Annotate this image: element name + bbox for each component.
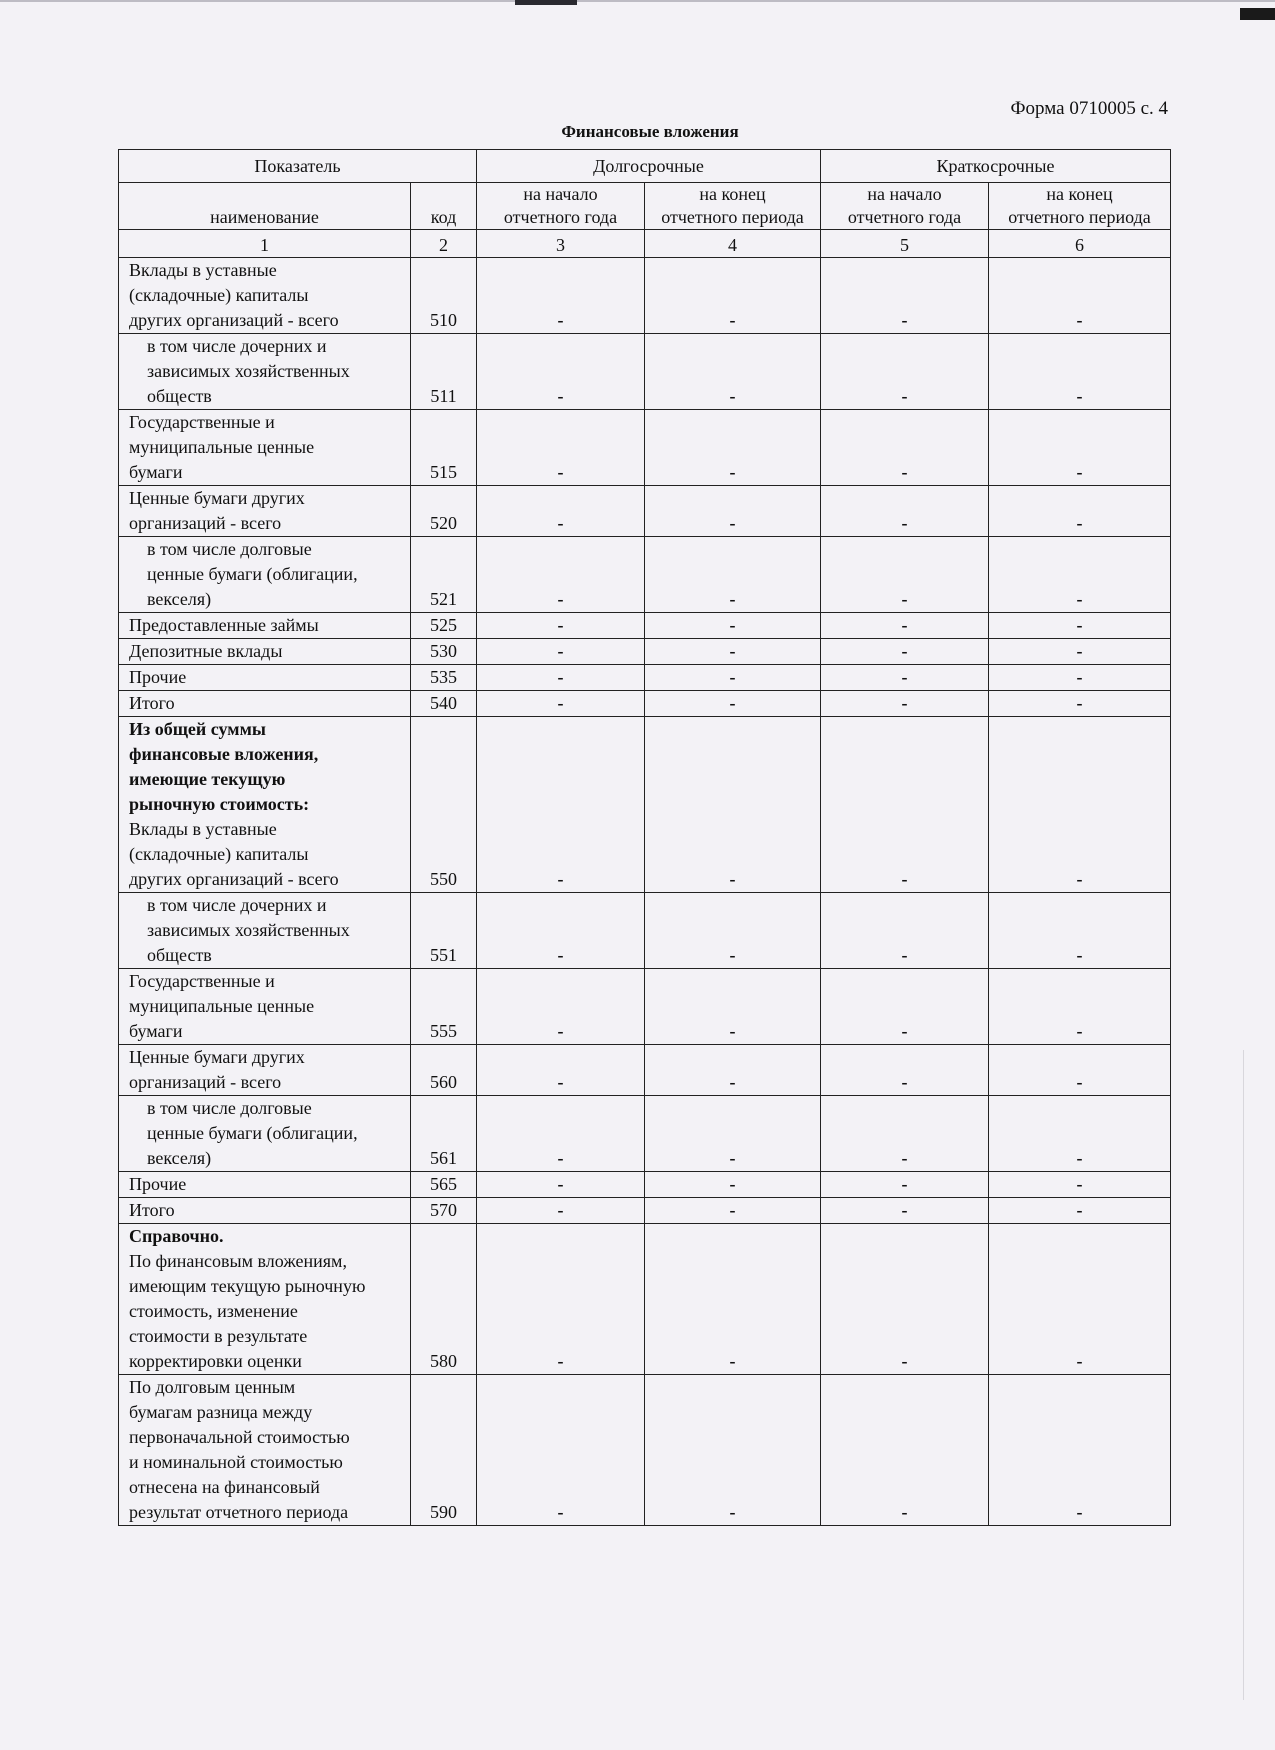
header-line: отчетного года [847, 207, 962, 227]
row-name-line: отнесена на финансовый [129, 1477, 320, 1497]
row-name [119, 410, 411, 486]
header-line: на начало [523, 184, 598, 204]
row-value: - [645, 537, 821, 613]
row-name-line: векселя) [147, 1148, 212, 1168]
row-value: - [989, 486, 1171, 537]
row-value: - [477, 410, 645, 486]
row-value: - [645, 258, 821, 334]
row-value: - [989, 1096, 1171, 1172]
row-value: - [821, 1198, 989, 1224]
table-row [119, 1375, 1171, 1526]
row-value: - [477, 258, 645, 334]
row-value: - [821, 893, 989, 969]
row-value: - [645, 334, 821, 410]
row-value: - [477, 334, 645, 410]
row-value: - [989, 334, 1171, 410]
row-value: - [477, 893, 645, 969]
row-name [119, 1096, 411, 1172]
table-body [119, 258, 1171, 1526]
scan-edge [0, 0, 1275, 2]
table-row [119, 691, 1171, 717]
row-value: - [989, 665, 1171, 691]
row-name-line: Вклады в уставные [129, 819, 277, 839]
row-value: - [645, 893, 821, 969]
row-name-line: в том числе дочерних и [147, 336, 327, 356]
row-value: - [477, 665, 645, 691]
col-number: 6 [989, 230, 1171, 258]
row-code: 525 [411, 613, 477, 639]
row-value: - [989, 613, 1171, 639]
row-name [119, 1045, 411, 1096]
row-code: 580 [411, 1224, 477, 1375]
header-line: отчетного периода [1008, 207, 1151, 227]
row-name [119, 1375, 411, 1526]
row-value: - [989, 1375, 1171, 1526]
row-value: - [645, 1198, 821, 1224]
row-value: - [989, 691, 1171, 717]
row-name-line: стоимости в результате [129, 1326, 308, 1346]
row-value: - [989, 258, 1171, 334]
row-name-line: в том числе дочерних и [147, 895, 327, 915]
row-value: - [821, 1224, 989, 1375]
row-code: 590 [411, 1375, 477, 1526]
row-value: - [989, 717, 1171, 893]
table-row [119, 1224, 1171, 1375]
row-name-line: в том числе долговые [147, 539, 312, 559]
row-name-line: (складочные) капиталы [129, 844, 309, 864]
row-name-line: организаций - всего [129, 513, 282, 533]
row-name-line: ценные бумаги (облигации, [147, 564, 358, 584]
row-value: - [821, 410, 989, 486]
table-row [119, 258, 1171, 334]
table-row [119, 613, 1171, 639]
table-header [119, 150, 1171, 258]
row-name-line: векселя) [147, 589, 212, 609]
row-name-line: первоначальной стоимостью [129, 1427, 350, 1447]
row-value: - [989, 639, 1171, 665]
row-value: - [477, 486, 645, 537]
row-value: - [989, 410, 1171, 486]
row-value: - [821, 1172, 989, 1198]
header-code: код [411, 183, 477, 230]
row-name-line: муниципальные ценные [129, 996, 315, 1016]
row-value: - [989, 1172, 1171, 1198]
row-value: - [645, 639, 821, 665]
header-long-end [645, 183, 821, 230]
row-value: - [821, 665, 989, 691]
row-name-line: бумаги [129, 462, 183, 482]
header-short-end [989, 183, 1171, 230]
row-name-line: Ценные бумаги других [129, 1047, 305, 1067]
row-name-line: По финансовым вложениям, [129, 1251, 347, 1271]
row-value: - [645, 613, 821, 639]
row-value: - [821, 258, 989, 334]
row-name-line: организаций - всего [129, 1072, 282, 1092]
row-value: - [477, 1224, 645, 1375]
row-name-line: в том числе долговые [147, 1098, 312, 1118]
row-name-line: имеющим текущую рыночную [129, 1276, 366, 1296]
row-value: - [821, 537, 989, 613]
row-name [119, 639, 411, 665]
row-name [119, 1224, 411, 1375]
row-value: - [477, 1096, 645, 1172]
row-value: - [645, 665, 821, 691]
row-value: - [821, 717, 989, 893]
col-number: 2 [411, 230, 477, 258]
row-value: - [645, 969, 821, 1045]
row-name-line: Государственные и [129, 412, 275, 432]
row-value: - [477, 613, 645, 639]
row-value: - [477, 639, 645, 665]
row-value: - [645, 486, 821, 537]
col-number: 3 [477, 230, 645, 258]
row-value: - [989, 969, 1171, 1045]
row-value: - [645, 1096, 821, 1172]
header-line: на начало [867, 184, 942, 204]
row-name-line: зависимых хозяйственных [147, 920, 350, 940]
row-name [119, 537, 411, 613]
table-row [119, 893, 1171, 969]
row-code: 521 [411, 537, 477, 613]
table-row [119, 410, 1171, 486]
row-name-line: других организаций - всего [129, 869, 339, 889]
row-code: 520 [411, 486, 477, 537]
row-code: 570 [411, 1198, 477, 1224]
row-name-line: Депозитные вклады [129, 641, 283, 661]
row-name-line: Прочие [129, 1174, 187, 1194]
row-code: 551 [411, 893, 477, 969]
row-code: 555 [411, 969, 477, 1045]
row-name-line: обществ [147, 945, 212, 965]
row-value: - [477, 1375, 645, 1526]
row-name [119, 613, 411, 639]
row-code: 565 [411, 1172, 477, 1198]
row-code: 530 [411, 639, 477, 665]
row-value: - [989, 1045, 1171, 1096]
row-name-line: обществ [147, 386, 212, 406]
row-name-line: Вклады в уставные [129, 260, 277, 280]
col-number: 1 [119, 230, 411, 258]
row-name-bold-line: финансовые вложения, [129, 744, 319, 764]
row-value: - [645, 410, 821, 486]
row-name-line: корректировки оценки [129, 1351, 302, 1371]
header-indicator: Показатель [119, 150, 477, 183]
row-value: - [477, 1198, 645, 1224]
row-name-line: других организаций - всего [129, 310, 339, 330]
table-row [119, 537, 1171, 613]
header-short-term: Краткосрочные [821, 150, 1171, 183]
row-value: - [821, 613, 989, 639]
row-name [119, 665, 411, 691]
row-value: - [821, 486, 989, 537]
row-code: 540 [411, 691, 477, 717]
row-value: - [821, 1045, 989, 1096]
row-name [119, 1172, 411, 1198]
header-long-start [477, 183, 645, 230]
row-value: - [477, 1172, 645, 1198]
header-name: наименование [119, 183, 411, 230]
row-name-bold-line: Справочно. [129, 1226, 224, 1246]
row-value: - [645, 1172, 821, 1198]
row-name [119, 691, 411, 717]
row-value: - [989, 893, 1171, 969]
row-value: - [645, 691, 821, 717]
header-line: отчетного периода [661, 207, 804, 227]
row-name-line: Ценные бумаги других [129, 488, 305, 508]
row-value: - [477, 969, 645, 1045]
row-code: 510 [411, 258, 477, 334]
row-name-bold-line: Из общей суммы [129, 719, 266, 739]
row-code: 560 [411, 1045, 477, 1096]
table-row [119, 1198, 1171, 1224]
row-code: 535 [411, 665, 477, 691]
row-name-line: ценные бумаги (облигации, [147, 1123, 358, 1143]
row-value: - [821, 691, 989, 717]
row-name-line: результат отчетного периода [129, 1502, 349, 1522]
col-number: 4 [645, 230, 821, 258]
row-name-line: зависимых хозяйственных [147, 361, 350, 381]
row-name-bold-line: имеющие текущую [129, 769, 286, 789]
col-number: 5 [821, 230, 989, 258]
row-name [119, 969, 411, 1045]
table-row [119, 717, 1171, 893]
row-code: 550 [411, 717, 477, 893]
row-name-line: (складочные) капиталы [129, 285, 309, 305]
row-name [119, 1198, 411, 1224]
row-name-bold-line: рыночную стоимость: [129, 794, 310, 814]
row-name [119, 486, 411, 537]
table-row [119, 1172, 1171, 1198]
table-row [119, 1096, 1171, 1172]
row-name [119, 717, 411, 893]
row-name-line: Предоставленные займы [129, 615, 319, 635]
header-long-term: Долгосрочные [477, 150, 821, 183]
row-name-line: бумаги [129, 1021, 183, 1041]
header-line: на конец [699, 184, 766, 204]
table-row [119, 334, 1171, 410]
row-value: - [821, 1375, 989, 1526]
row-name [119, 893, 411, 969]
row-value: - [821, 969, 989, 1045]
row-name-line: бумагам разница между [129, 1402, 313, 1422]
header-short-start [821, 183, 989, 230]
row-name-line: муниципальные ценные [129, 437, 315, 457]
table-row [119, 486, 1171, 537]
financial-investments-table [118, 149, 1171, 1526]
scan-fold-line [1243, 1050, 1244, 1700]
header-line: на конец [1046, 184, 1113, 204]
row-code: 561 [411, 1096, 477, 1172]
row-name-line: Итого [129, 693, 175, 713]
row-value: - [477, 537, 645, 613]
row-value: - [645, 1224, 821, 1375]
header-line: отчетного года [503, 207, 618, 227]
row-name-line: Прочие [129, 667, 187, 687]
row-value: - [821, 334, 989, 410]
form-number: Форма 0710005 с. 4 [1010, 98, 1168, 119]
row-name-line: Итого [129, 1200, 175, 1220]
row-name-line: По долговым ценным [129, 1377, 296, 1397]
row-value: - [821, 1096, 989, 1172]
row-value: - [645, 1045, 821, 1096]
table-row [119, 639, 1171, 665]
row-name-line: и номинальной стоимостью [129, 1452, 343, 1472]
table-row [119, 665, 1171, 691]
row-value: - [989, 537, 1171, 613]
table-title: Финансовые вложения [561, 122, 739, 141]
table-row [119, 1045, 1171, 1096]
row-value: - [477, 691, 645, 717]
scan-artifact-top [515, 0, 577, 5]
row-value: - [645, 717, 821, 893]
row-name [119, 334, 411, 410]
row-value: - [477, 717, 645, 893]
row-name [119, 258, 411, 334]
row-code: 511 [411, 334, 477, 410]
table-row [119, 969, 1171, 1045]
row-name-line: Государственные и [129, 971, 275, 991]
scan-artifact-right [1240, 8, 1275, 20]
row-value: - [989, 1224, 1171, 1375]
row-value: - [645, 1375, 821, 1526]
row-value: - [477, 1045, 645, 1096]
row-name-line: стоимость, изменение [129, 1301, 298, 1321]
row-value: - [989, 1198, 1171, 1224]
row-value: - [821, 639, 989, 665]
row-code: 515 [411, 410, 477, 486]
